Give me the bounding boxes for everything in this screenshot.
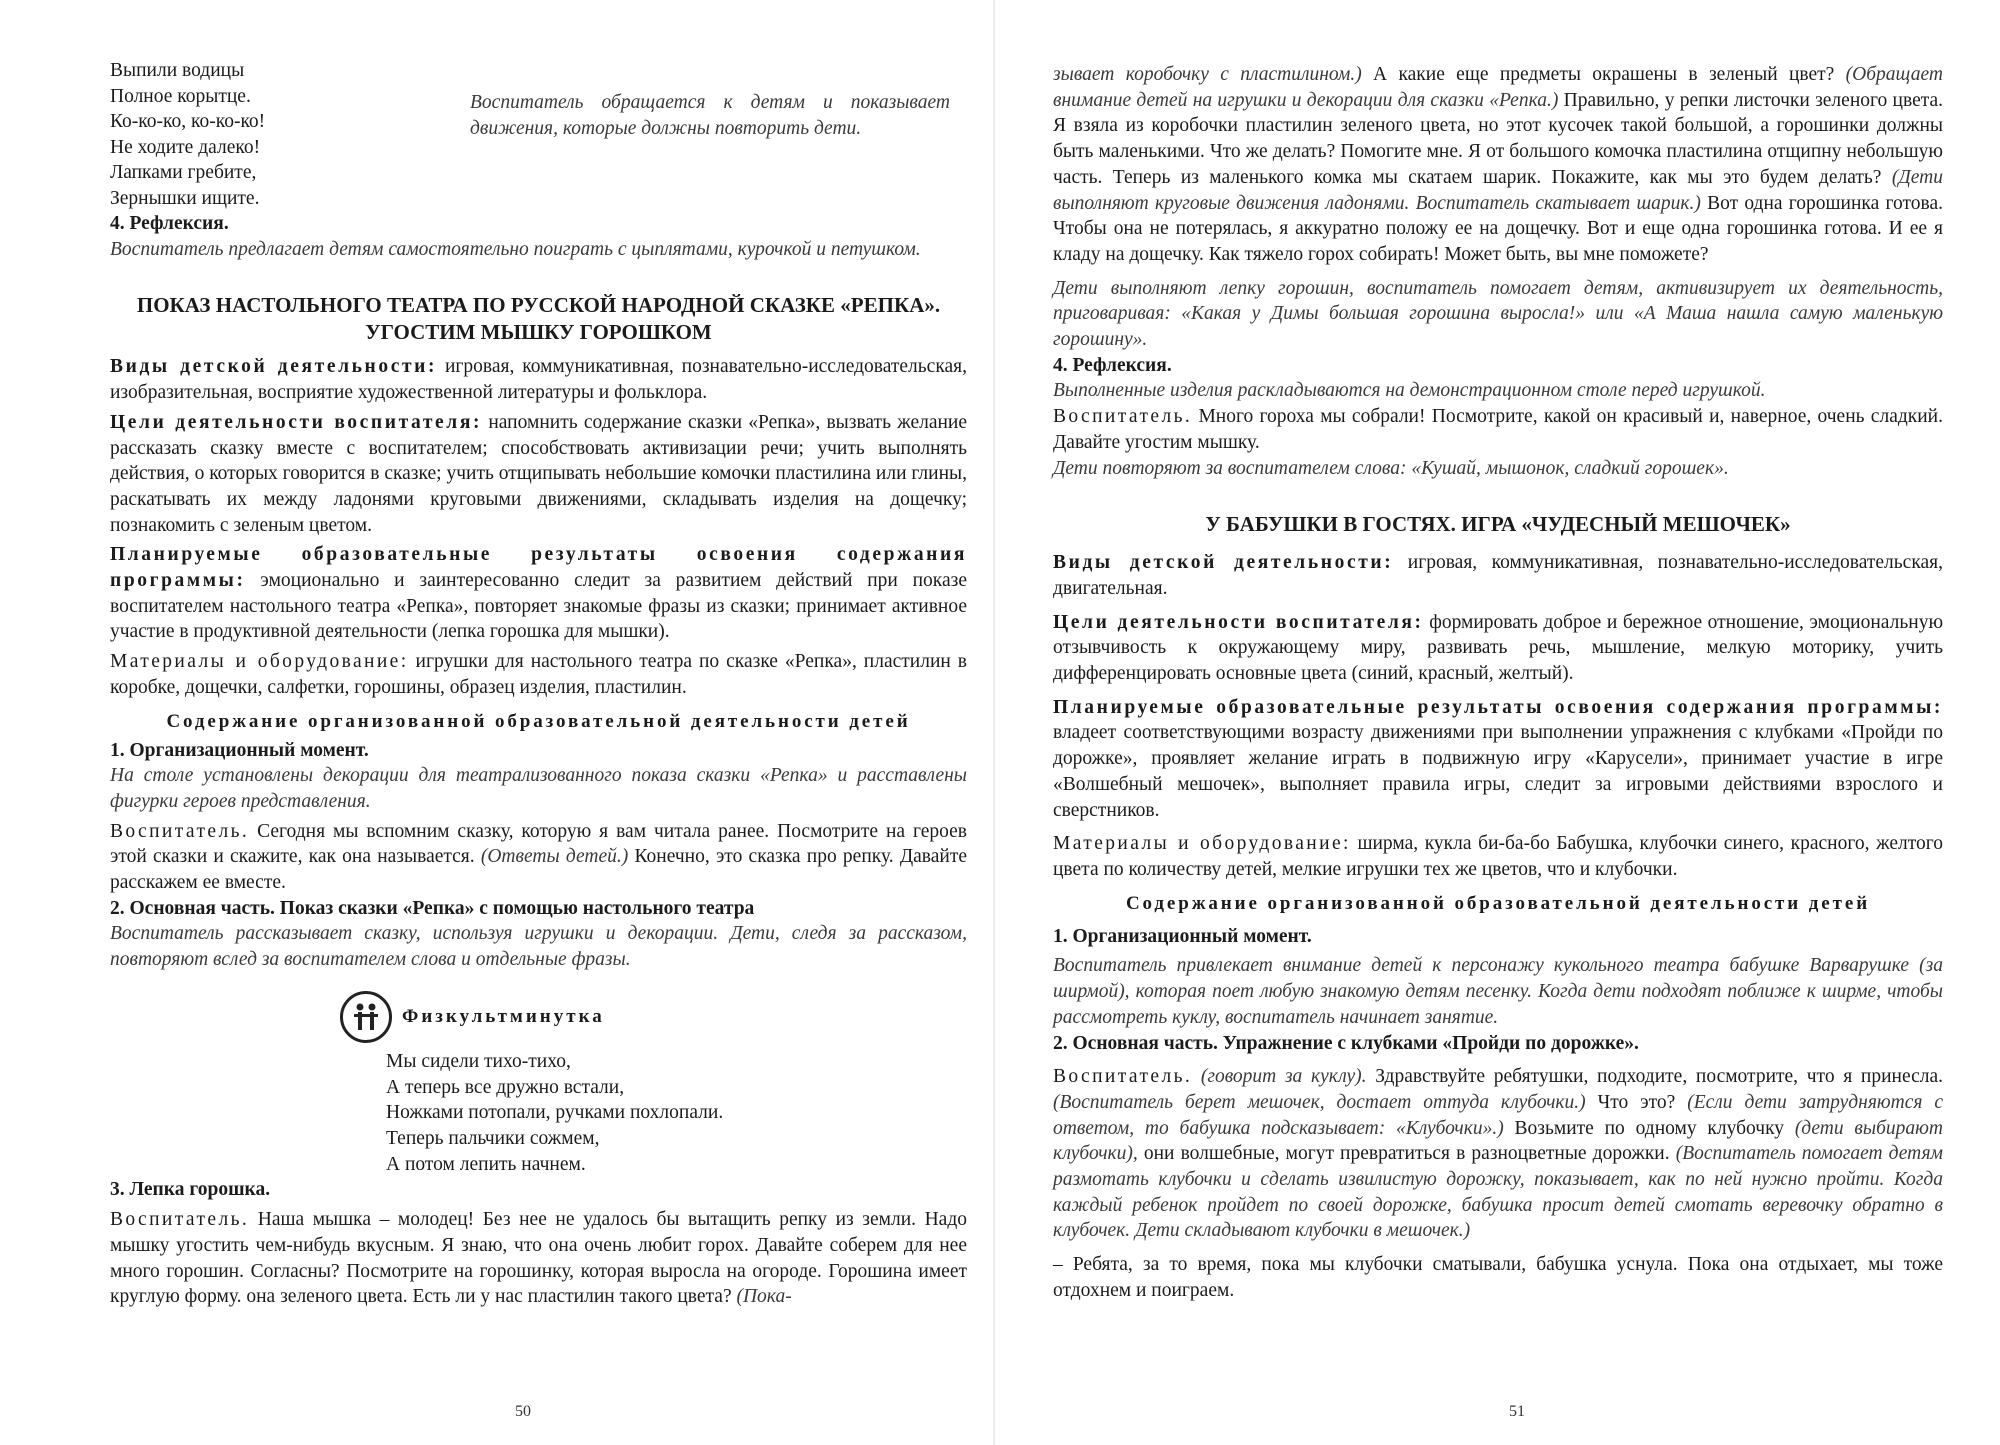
poem-note: Воспитатель обращается к детям и показывает движения, которые должны повторить дети. — [470, 92, 950, 139]
left-page — [0, 0, 990, 1445]
section-heading: 4. Рефлексия. — [110, 213, 229, 234]
poem-line: Лапками гребите, — [110, 162, 257, 183]
goals-paragraph: Цели деятельности воспитателя: формировать доброе и бережное отношение, эмоциональную отзывчивость к окружающему миру, развивать речь, мышление, мелкую моторику, учить дифференцировать основные цвета (синий, красный, желтый). — [1053, 611, 1944, 685]
content-heading: Содержание организованной образовательной деятельности детей — [1125, 892, 1871, 914]
results-paragraph: Планируемые образовательные результаты освоения содержания программы: эмоционально и заинтересованно следит за развитием действий при показе воспитателем настольного театра «Репка», повторяет знакомые фразы из сказки; принимает активное участие в продуктивной деятельности (лепка горошка для мышки). — [110, 544, 967, 643]
poem-line: Теперь пальчики сожмем, — [386, 1127, 600, 1149]
main-text: Воспитатель рассказывает сказку, используя игрушки и декорации. Дети, следя за рассказом, повторяют вслед за воспитателем слова и отдельные фразы. — [110, 923, 967, 971]
left-page-content — [110, 58, 967, 1310]
fizminutka-poem — [386, 1049, 967, 1178]
poem-line: Выпили водицы — [110, 60, 245, 81]
teacher-speech: Воспитатель. (говорит за куклу). Здравствуйте ребятушки, подходите, посмотрите, что я принесла. (Воспитатель берет мешочек, достает оттуда клубочки.) Что это? (Если дети затрудняются с ответом, то бабушка подсказывает: «Клубочки».) Возьмите по одному клубочку (дети выбирают клубочки), они волшебные, могут превратиться в разноцветные дорожки. (Воспитатель помогает детям размотать клубочки и сделать извилистую дорожку, показывает, как по ней нужно пройти. Когда каждый ребенок пройдет по своей дорожке, бабушка просит детей смотать веревочку обратно в клубочек. Дети складывают клубочки в мешочек.) — [1053, 1066, 1944, 1242]
section-heading: 1. Организационный момент. — [110, 739, 369, 761]
activities-paragraph: Виды детской деятельности: игровая, коммуникативная, познавательно-исследовательская, изобразительная, восприятие художественной литературы и фольклора. — [110, 356, 967, 404]
section-heading: 1. Организационный момент. — [1053, 925, 1312, 947]
kids-repeat: Дети повторяют за воспитателем слова: «Кушай, мышонок, сладкий горошек». — [1053, 457, 1729, 479]
section-heading: 2. Основная часть. Упражнение с клубками «Пройди по дорожке». — [1053, 1032, 1639, 1054]
poem-line: Мы сидели тихо-тихо, — [386, 1050, 571, 1072]
materials-paragraph: Материалы и оборудование: ширма, кукла би-ба-бо Бабушка, клубочки синего, красного, желтого цвета по количеству детей, мелкие игрушки тех же цветов, что и клубочки. — [1053, 833, 1943, 880]
page-number: 50 — [515, 1403, 531, 1420]
book-spine — [993, 0, 995, 1445]
poem-lines — [110, 58, 470, 211]
page-number: 51 — [1509, 1403, 1525, 1420]
activities-paragraph: Виды детской деятельности: игровая, коммуникативная, познавательно-исследовательская, двигательная. — [1053, 552, 1944, 599]
right-page — [1000, 0, 2000, 1445]
continued-paragraph: зывает коробочку с пластилином.) А какие еще предметы окрашены в зеленый цвет? (Обращает внимание детей на игрушки и декорации для сказки «Репка.) Правильно, у репки листочки зеленого цвета. Я взяла из коробочки пластилин зеленого цвета, но этот кусочек такой большой, а горошинки должны быть маленькими. Что же делать? Помогите мне. Я от большого комочка пластилина отщипну небольшую часть. Теперь из маленького комка мы скатаем шарик. Покажите, как мы это будем делать? (Дети выполняют круговые движения ладонями. Воспитатель скатывает шарик.) Вот одна горошинка готова. Чтобы она не потерялась, я аккуратно положу ее на дощечку. Вот и еще одна горошинка готова. И ее я кладу на дощечку. Как тяжело горох собирать! Может быть, вы мне поможете? — [1053, 64, 1944, 265]
section-heading: 3. Лепка горошка. — [110, 1179, 271, 1201]
org-text: Воспитатель привлекает внимание детей к персонажу кукольного театра бабушке Варварушке (за ширмой), которая поет любую знакомую детям песенку. Когда дети подходят поближе к ширме, чтобы рассмотреть куклу, воспитатель начинает занятие. — [1053, 955, 1943, 1028]
poem-line: А теперь все дружно встали, — [386, 1076, 625, 1098]
reflection-text: Выполненные изделия раскладываются на демонстрационном столе перед игрушкой. — [1053, 380, 1766, 402]
results-paragraph: Планируемые образовательные результаты освоения содержания программы: владеет соответствующими возрасту движениями при выполнении упражнения с клубками «Пройди по дорожке», проявляет желание играть в подвижную игру «Карусели», принимает участие в игре «Волшебный мешочек», выполняет правила игры, следит за игровыми действиями взрослого и сверстников. — [1053, 696, 1943, 821]
poem-block — [110, 58, 967, 211]
lesson-title: ПОКАЗ НАСТОЛЬНОГО ТЕАТРА ПО РУССКОЙ НАРОДНОЙ СКАЗКЕ «РЕПКА». УГОСТИМ МЫШКУ ГОРОШКОМ — [136, 293, 941, 345]
goals-paragraph: Цели деятельности воспитателя: напомнить содержание сказки «Репка», вызвать желание рассказать сказку вместе с воспитателем; способствовать активизации речи; учить выполнять действия, о которых говорится в сказке; учить отщипывать небольшие комочки пластилина или глины, раскатывать их между ладонями круговыми движениями, складывать изделия на дощечку; познакомить с зеленым цветом. — [110, 411, 968, 536]
org-text: На столе установлены декорации для театрализованного показа сказки «Репка» и расставлены фигурки героев представления. — [110, 765, 967, 812]
lesson-title: У БАБУШКИ В ГОСТЯХ. ИГРА «ЧУДЕСНЫЙ МЕШОЧЕК» — [1205, 512, 1791, 537]
poem-line: Ножками потопали, ручками похлопали. — [386, 1102, 724, 1124]
right-page-content — [1053, 62, 1943, 1304]
people-icon — [340, 991, 392, 1043]
poem-line: Зернышки ищите. — [110, 187, 260, 209]
fizminutka-header — [340, 991, 967, 1043]
teacher-speech: Воспитатель. Сегодня мы вспомним сказку, которую я вам читала ранее. Посмотрите на героев этой сказки и скажите, как она называется. (Ответы детей.) Конечно, это сказка про репку. Давайте расскажем ее вместе. — [110, 820, 968, 894]
section-heading: 4. Рефлексия. — [1053, 354, 1172, 376]
fizminutka-title: Физкультминутка — [402, 1005, 605, 1027]
poem-line: Полное корытце. — [110, 85, 251, 107]
teacher-speech: Воспитатель. Наша мышка – молодец! Без нее не удалось бы вытащить репку из земли. Надо мышку угостить чем-нибудь вкусным. Я знаю, что она очень любит горох. Давайте соберем для нее много горошин. Согласны? Посмотрите на горошинку, которая выросла на огороде. Горошина имеет круглую форму. она зеленого цвета. Есть ли у нас пластилин такого цвета? (Пока- — [110, 1209, 967, 1308]
content-heading: Содержание организованной образовательной деятельности детей — [166, 710, 911, 732]
reflection-text: Воспитатель предлагает детям самостоятельно поиграть с цыплятами, курочкой и петушком. — [110, 238, 921, 260]
kids-activity: Дети выполняют лепку горошин, воспитатель помогает детям, активизирует их деятельность, приговаривая: «Какая у Димы большая горошина выросла!» или «А Маша нашла самую маленькую горошину». — [1053, 277, 1943, 351]
poem-line: Ко-ко-ко, ко-ко-ко! — [110, 111, 266, 132]
section-heading: 2. Основная часть. Показ сказки «Репка» с помощью настольного театра — [110, 897, 755, 919]
poem-line: Не ходите далеко! — [110, 136, 261, 158]
materials-paragraph: Материалы и оборудование: игрушки для настольного театра по сказке «Репка», пластилин в коробке, дощечки, салфетки, горошины, образец изделия, пластилин. — [110, 651, 968, 698]
teacher-speech: Воспитатель. Много гороха мы собрали! Посмотрите, какой он красивый и, наверное, очень сладкий. Давайте угостим мышку. — [1053, 406, 1943, 453]
closing-paragraph: – Ребята, за то время, пока мы клубочки сматывали, бабушка уснула. Пока она отдыхает, мы тоже отдохнем и поиграем. — [1053, 1254, 1943, 1301]
poem-line: А потом лепить начнем. — [386, 1153, 586, 1175]
